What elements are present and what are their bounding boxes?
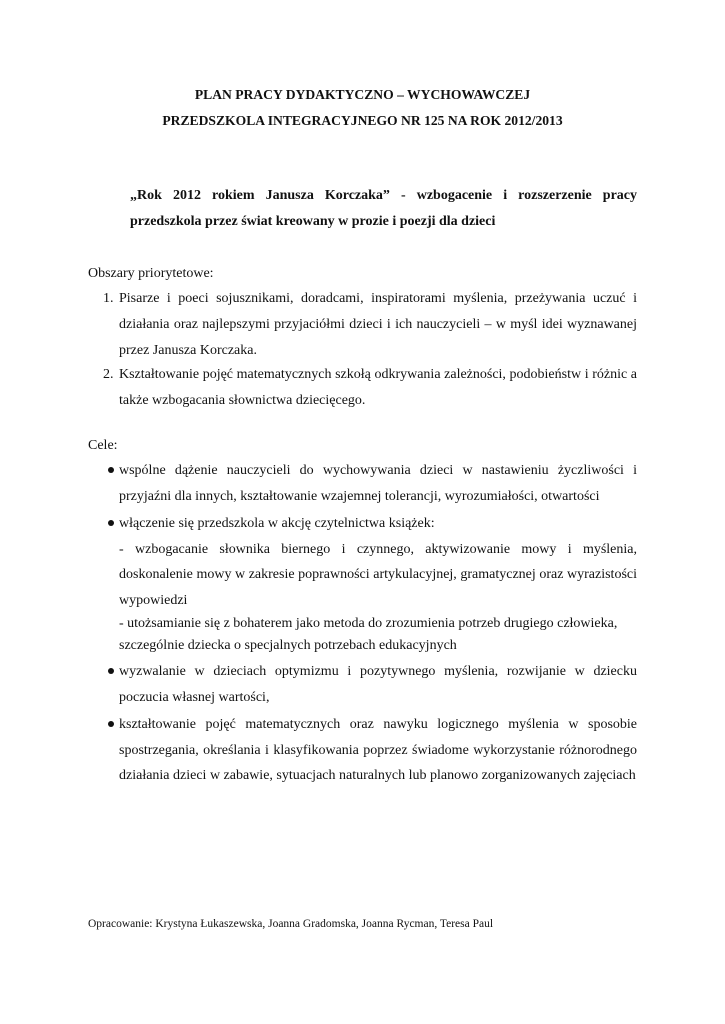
list-item — [88, 362, 637, 414]
bullet-icon — [108, 520, 114, 526]
goals-list — [88, 458, 637, 789]
list-item-text: kształtowanie pojęć matematycznych oraz nawyku logicznego myślenia w sposobie spostrzegania, określania i klasyfikowania poprzez świadome wykorzystanie różnorodnego działania dzieci w zabawie, sytuacjach naturalnych lub planowo zorganizowanych zajęciach — [119, 717, 637, 783]
list-item-text: wyzwalanie w dzieciach optymizmu i pozytywnego myślenia, rozwijanie w dziecku poczucia własnej wartości, — [119, 664, 637, 705]
annual-motto: „Rok 2012 rokiem Janusza Korczaka” - wzbogacenie i rozszerzenie pracy przedszkola przez świat kreowany w prozie i poezji dla dzieci — [130, 188, 637, 229]
list-item — [88, 712, 637, 789]
list-item-number: 1. — [103, 291, 114, 306]
goals-heading: Cele: — [88, 438, 118, 453]
document-title-line-2: PRZEDSZKOLA INTEGRACYJNEGO NR 125 NA ROK 2012/2013 — [162, 113, 563, 128]
list-item-text: włączenie się przedszkola w akcję czytelnictwa książek: — [119, 516, 435, 531]
list-item — [88, 511, 637, 657]
list-item — [88, 659, 637, 710]
list-item — [88, 458, 637, 509]
document-title-line-1: PLAN PRACY DYDAKTYCZNO – WYCHOWAWCZEJ — [194, 87, 531, 102]
list-item-text: wspólne dążenie nauczycieli do wychowywania dzieci w nastawieniu życzliwości i przyjaźni dla innych, kształtowanie wzajemnej tolerancji, wyrozumiałości, otwartości — [119, 463, 637, 504]
bullet-icon — [108, 668, 114, 674]
list-item-subpoint: - wzbogacanie słownika biernego i czynnego, aktywizowanie mowy i myślenia, doskonalenie mowy w zakresie poprawności artykulacyjnej, gramatycznej oraz wyrazistości wypowiedzi — [119, 541, 637, 608]
bullet-icon — [108, 467, 114, 473]
list-item — [88, 286, 637, 364]
list-item-text: Kształtowanie pojęć matematycznych szkołą odkrywania zależności, podobieństw i różnic a także wzbogacania słownictwa dziecięcego. — [119, 367, 637, 408]
priority-areas-heading: Obszary priorytetowe: — [88, 266, 214, 281]
document-footer-authors: Opracowanie: Krystyna Łukaszewska, Joanna Gradomska, Joanna Rycman, Teresa Paul — [88, 918, 494, 930]
list-item-number: 2. — [103, 367, 114, 382]
bullet-icon — [108, 721, 114, 727]
list-item-text: Pisarze i poeci sojusznikami, doradcami, inspiratorami myślenia, przeżywania uczuć i działania oraz najlepszymi przyjaciółmi dzieci i ich nauczycieli – w myśl idei wyznawanej przez Janusza Korczaka. — [119, 291, 637, 358]
list-item-subpoint: - utożsamianie się z bohaterem jako metoda do zrozumienia potrzeb drugiego człowieka, szczególnie dziecka o specjalnych potrzebach edukacyjnych — [119, 616, 618, 653]
priority-areas-list — [88, 286, 637, 414]
